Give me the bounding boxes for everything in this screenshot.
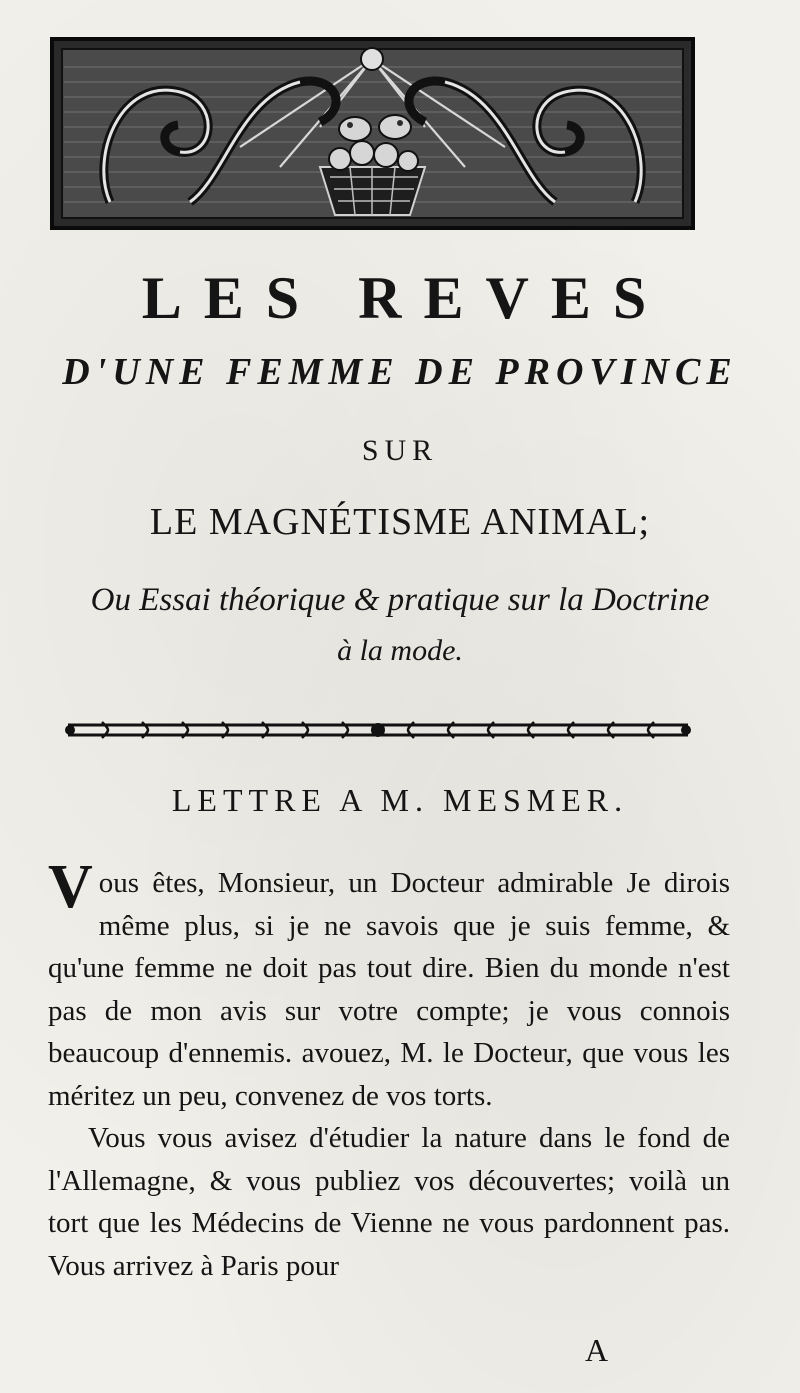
ornamental-chain-rule-icon: [62, 716, 694, 744]
engraved-headpiece: [50, 37, 695, 230]
title-topic: LE MAGNÉTISME ANIMAL;: [149, 501, 651, 543]
letter-heading: LETTRE A M. MESMER.: [171, 782, 629, 818]
paragraph-1: [48, 853, 730, 1117]
subtitle-line-2: à la mode.: [337, 634, 463, 667]
engraved-basket-ornament-icon: [50, 37, 695, 230]
title-sur: SUR: [361, 434, 439, 467]
main-title: LES REVES: [141, 265, 669, 331]
paragraph-1-text: ous êtes, Monsieur, un Docteur admirable Je dirois même plus, si je ne savois que je suis femme, & qu'une femme ne doit pas tout dire. Bien du monde n'est pas de mon avis sur votre compte; je vous connois beaucoup d'ennemis. avouez, M. le Docteur, que vous les méritez un peu, convenez de vos torts.: [48, 867, 730, 1112]
signature-mark: A: [585, 1332, 609, 1368]
title-subline: D'UNE FEMME DE PROVINCE: [62, 351, 738, 393]
ornamental-rule: [62, 716, 694, 744]
letter-body: [48, 853, 730, 1287]
paragraph-2: Vous vous avisez d'étudier la nature dans le fond de l'Allemagne, & vous publiez vos découvertes; voilà un tort que les Médecins de Vienne ne vous pardonnent pas. Vous arrivez à Paris pour: [48, 1122, 730, 1282]
subtitle-line-1: Ou Essai théorique & pratique sur la Doctrine: [90, 582, 710, 618]
drop-cap: V: [48, 853, 93, 921]
